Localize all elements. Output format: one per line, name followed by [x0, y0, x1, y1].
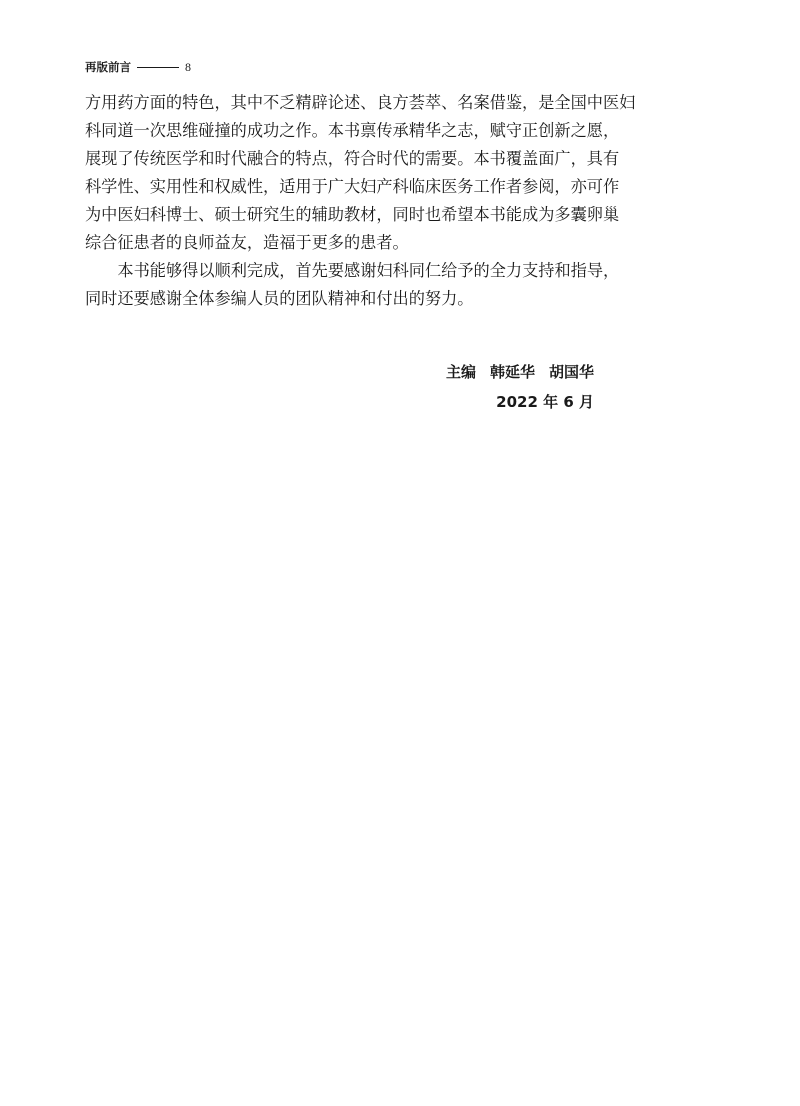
text-line: 展现了传统医学和时代融合的特点，符合时代的需要。本书覆盖面广，具有 — [85, 149, 620, 168]
body-text — [85, 89, 636, 313]
paragraph-continuation — [85, 89, 636, 257]
editor-name: 韩延华 — [489, 363, 535, 381]
signature-block — [446, 357, 594, 417]
text-line: 同时还要感谢全体参编人员的团队精神和付出的努力。 — [85, 289, 474, 308]
text-line: 本书能够得以顺利完成，首先要感谢妇科同仁给予的全力支持和指导， — [117, 261, 620, 280]
text-line: 为中医妇科博士、硕士研究生的辅助教材，同时也希望本书能成为多囊卵巢 — [85, 205, 620, 224]
page-number: 8 — [185, 60, 191, 74]
paragraph-acknowledgement — [85, 257, 620, 313]
text-line: 科同道一次思维碰撞的成功之作。本书禀传承精华之志，赋守正创新之愿， — [85, 121, 620, 140]
editor-name: 胡国华 — [548, 363, 594, 381]
editor-role: 主编 — [445, 363, 476, 381]
text-line: 科学性、实用性和权威性，适用于广大妇产科临床医务工作者参阅，亦可作 — [85, 177, 620, 196]
signature-date: 2022 年 6 月 — [496, 393, 594, 411]
section-title: 再版前言 — [85, 60, 131, 74]
text-line: 综合征患者的良师益友，造福于更多的患者。 — [85, 233, 409, 252]
editors-line — [446, 357, 594, 387]
header-rule — [137, 67, 179, 68]
text-line: 方用药方面的特色，其中不乏精辟论述、良方荟萃、名案借鉴，是全国中医妇 — [85, 93, 636, 112]
running-header — [85, 59, 191, 75]
